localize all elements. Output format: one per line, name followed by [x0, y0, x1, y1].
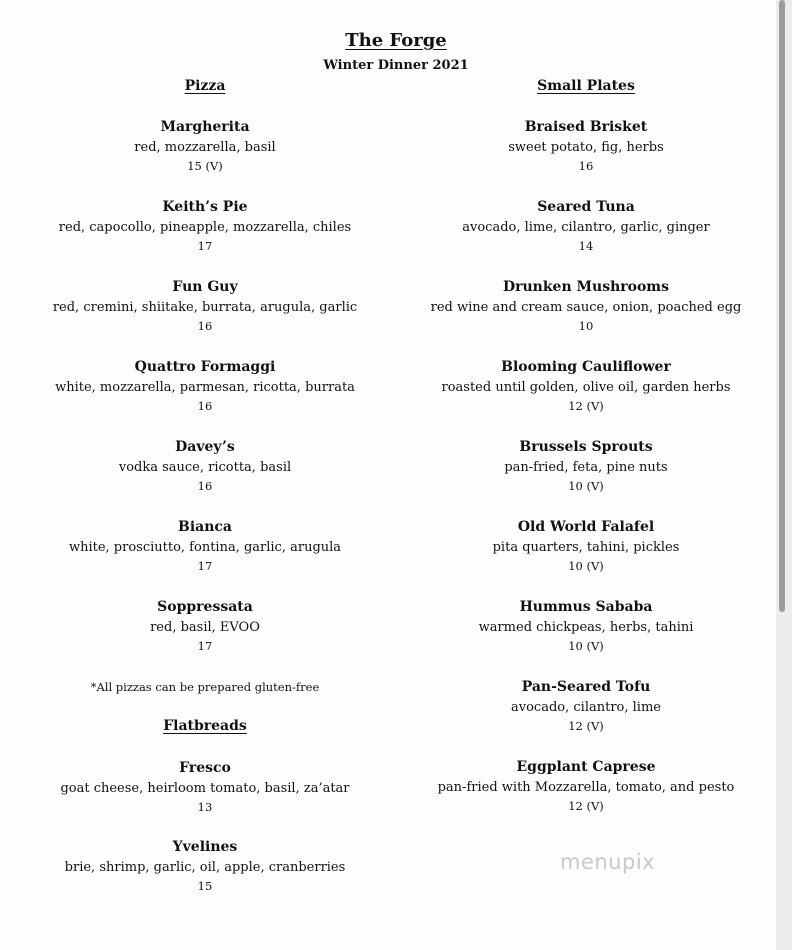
- item-price: 14: [578, 239, 594, 253]
- item-price: 12 (V): [568, 719, 604, 733]
- menu-item: [406, 758, 766, 814]
- item-price: 16: [197, 479, 213, 493]
- item-name: Blooming Cauliflower: [501, 359, 671, 375]
- item-name: Quattro Formaggi: [134, 359, 276, 375]
- item-name: Pan-Seared Tofu: [521, 679, 651, 695]
- item-price: 16: [197, 319, 213, 333]
- menu-item: [406, 518, 766, 574]
- item-name: Margherita: [160, 119, 250, 135]
- item-price: 17: [197, 239, 213, 253]
- item-price: 13: [197, 800, 213, 814]
- item-name: Drunken Mushrooms: [502, 279, 670, 295]
- item-description: pan-fried, feta, pine nuts: [504, 460, 668, 475]
- item-description: sweet potato, fig, herbs: [508, 140, 664, 155]
- item-description: red, mozzarella, basil: [134, 140, 276, 155]
- menu-subtitle: Winter Dinner 2021: [323, 58, 469, 73]
- item-description: white, mozzarella, parmesan, ricotta, burrata: [55, 380, 355, 395]
- item-price: 17: [197, 639, 213, 653]
- menu-item: [25, 759, 385, 815]
- item-price: 10 (V): [568, 559, 604, 573]
- item-name: Seared Tuna: [537, 199, 635, 215]
- item-price: 10: [578, 319, 594, 333]
- menu-item: [25, 838, 385, 894]
- item-name: Fun Guy: [172, 279, 238, 295]
- item-description: pita quarters, tahini, pickles: [492, 540, 680, 555]
- menu-title: The Forge: [345, 30, 447, 51]
- item-description: avocado, lime, cilantro, garlic, ginger: [462, 220, 710, 235]
- item-price: 10 (V): [568, 639, 604, 653]
- item-price: 16: [197, 399, 213, 413]
- item-description: red, capocollo, pineapple, mozzarella, chiles: [58, 220, 352, 235]
- item-description: white, prosciutto, fontina, garlic, arugula: [68, 540, 342, 555]
- item-name: Soppressata: [157, 599, 253, 615]
- menu-item: [25, 198, 385, 254]
- item-name: Hummus Sababa: [519, 599, 653, 615]
- item-price: 12 (V): [568, 399, 604, 413]
- menu-item: [25, 438, 385, 494]
- item-description: red, cremini, shiitake, burrata, arugula, garlic: [52, 300, 358, 315]
- menu-item: [25, 358, 385, 414]
- section-heading-pizza: Pizza: [184, 78, 226, 94]
- menu-item: [25, 278, 385, 334]
- menu-item: [25, 598, 385, 654]
- item-name: Fresco: [179, 760, 231, 776]
- menu-item: [25, 118, 385, 174]
- item-name: Keith’s Pie: [162, 199, 248, 215]
- item-description: warmed chickpeas, herbs, tahini: [478, 620, 694, 635]
- gluten-free-note: *All pizzas can be prepared gluten-free: [90, 680, 320, 694]
- menu-item: [406, 118, 766, 174]
- item-name: Old World Falafel: [517, 519, 655, 535]
- item-description: brie, shrimp, garlic, oil, apple, cranberries: [64, 860, 346, 875]
- menu-item: [25, 518, 385, 574]
- item-description: goat cheese, heirloom tomato, basil, za’atar: [60, 781, 350, 796]
- item-name: Braised Brisket: [524, 119, 648, 135]
- item-price: 15 (V): [187, 159, 223, 173]
- item-price: 12 (V): [568, 799, 604, 813]
- item-description: red, basil, EVOO: [150, 620, 260, 635]
- menu-item: [406, 358, 766, 414]
- item-price: 16: [578, 159, 594, 173]
- item-description: vodka sauce, ricotta, basil: [118, 460, 292, 475]
- menu-item: [406, 278, 766, 334]
- item-name: Davey’s: [175, 439, 235, 455]
- menu-item: [406, 198, 766, 254]
- item-name: Brussels Sprouts: [519, 439, 653, 455]
- item-description: red wine and cream sauce, onion, poached egg: [430, 300, 742, 315]
- item-description: pan-fried with Mozzarella, tomato, and pesto: [437, 780, 735, 795]
- item-price: 15: [197, 879, 213, 893]
- section-heading-small-plates: Small Plates: [537, 78, 635, 94]
- item-name: Eggplant Caprese: [516, 759, 656, 775]
- item-name: Yvelines: [172, 839, 238, 855]
- menupix-watermark: menupix: [560, 850, 656, 874]
- menu-item: [406, 438, 766, 494]
- section-heading-flatbreads: Flatbreads: [163, 718, 247, 734]
- item-description: roasted until golden, olive oil, garden herbs: [441, 380, 731, 395]
- item-description: avocado, cilantro, lime: [511, 700, 661, 715]
- menu-item: [406, 678, 766, 734]
- menu-item: [406, 598, 766, 654]
- item-name: Bianca: [178, 519, 232, 535]
- item-price: 10 (V): [568, 479, 604, 493]
- item-price: 17: [197, 559, 213, 573]
- vertical-scrollbar[interactable]: [779, 0, 785, 612]
